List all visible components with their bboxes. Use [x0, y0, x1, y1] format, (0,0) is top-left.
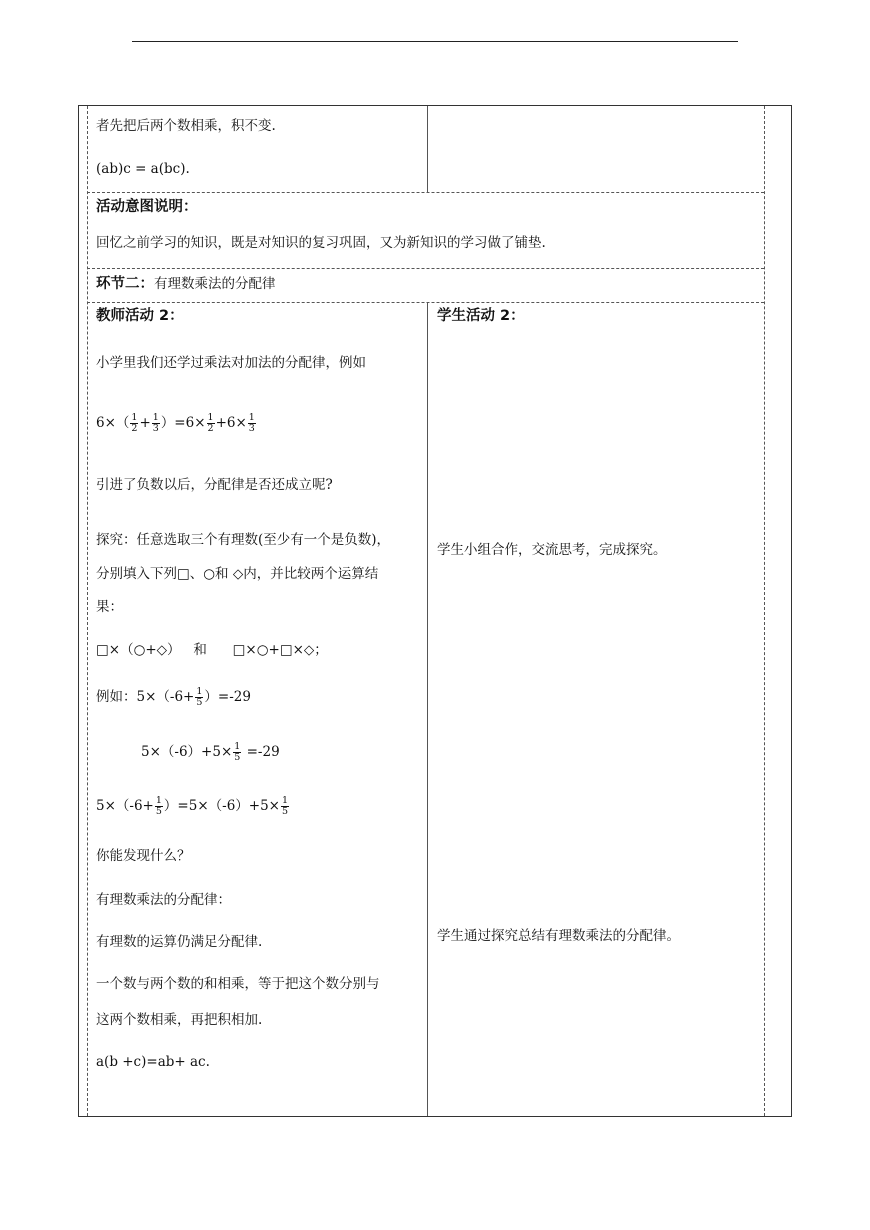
- column-divider-top: [427, 106, 428, 192]
- example-3: 5×（-6+ $\frac{1}{5}$ ）=5×（-6）+5× $\frac{1}{5}$: [96, 795, 289, 817]
- row-divider-1: [87, 192, 764, 193]
- fraction: $\frac{1}{3}$: [248, 412, 255, 434]
- distributive-formula: a(b +c)=ab+ ac.: [96, 1054, 210, 1070]
- table-right-inner-border: [764, 106, 765, 1116]
- teacher-intro: 小学里我们还学过乘法对加法的分配律，例如: [96, 355, 366, 371]
- student-heading: 学生活动 2：: [437, 308, 525, 324]
- fraction: $\frac{1}{2}$: [207, 412, 214, 434]
- question-negative: 引进了负数以后，分配律是否还成立呢?: [96, 477, 333, 493]
- intent-heading: 活动意图说明：: [96, 199, 198, 215]
- student-text-2: 学生通过探究总结有理数乘法的分配律。: [437, 928, 680, 944]
- fraction: $\frac{1}{5}$: [234, 741, 241, 763]
- fraction: $\frac{1}{5}$: [196, 686, 203, 708]
- law-title: 有理数乘法的分配律：: [96, 892, 231, 908]
- explore-line-1: 探究：任意选取三个有理数(至少有一个是负数)，: [96, 532, 391, 548]
- fraction: $\frac{1}{2}$: [131, 412, 138, 434]
- example-2: 5×（-6）+5× $\frac{1}{5}$ =-29: [141, 741, 280, 763]
- example-equation: 6×（ $\frac{1}{2}$ + $\frac{1}{3}$ ）=6× $\frac{1}{2}$ +6× $\frac{1}{3}$: [96, 412, 255, 434]
- header-rule: [132, 41, 738, 42]
- explore-line-3: 果：: [96, 599, 123, 615]
- lesson-table: [78, 105, 792, 1117]
- property-text: 者先把后两个数相乘，积不变.: [96, 118, 276, 134]
- section-title: [96, 275, 276, 293]
- fraction: $\frac{1}{3}$: [152, 412, 159, 434]
- law-line-3: 这两个数相乘，再把积相加.: [96, 1012, 263, 1028]
- section-prefix: 环节二：: [96, 276, 154, 292]
- table-left-inner-border: [87, 106, 88, 1116]
- intent-text: 回忆之前学习的知识，既是对知识的复习巩固，又为新知识的学习做了铺垫.: [96, 235, 546, 251]
- explore-line-2: 分别填入下列□、○和 ◇内，并比较两个运算结: [96, 566, 379, 582]
- fraction: $\frac{1}{5}$: [282, 795, 289, 817]
- teacher-heading: 教师活动 2：: [96, 308, 184, 324]
- law-line-2: 一个数与两个数的和相乘，等于把这个数分别与: [96, 976, 380, 992]
- symbol-expressions: □×（○+◇） 和 □×○+□×◇；: [96, 642, 328, 658]
- fraction: $\frac{1}{5}$: [155, 795, 162, 817]
- row-divider-3: [87, 302, 764, 303]
- column-divider-bottom: [427, 302, 428, 1116]
- question-discover: 你能发现什么？: [96, 848, 191, 864]
- row-divider-2: [87, 268, 764, 269]
- law-line-1: 有理数的运算仍满足分配律.: [96, 934, 263, 950]
- section-name: 有理数乘法的分配律: [154, 276, 276, 292]
- associative-formula: (ab)c = a(bc).: [96, 161, 190, 177]
- student-text-1: 学生小组合作，交流思考，完成探究。: [437, 542, 667, 558]
- example-1: 例如：5×（-6+ $\frac{1}{5}$ ）=-29: [96, 686, 251, 708]
